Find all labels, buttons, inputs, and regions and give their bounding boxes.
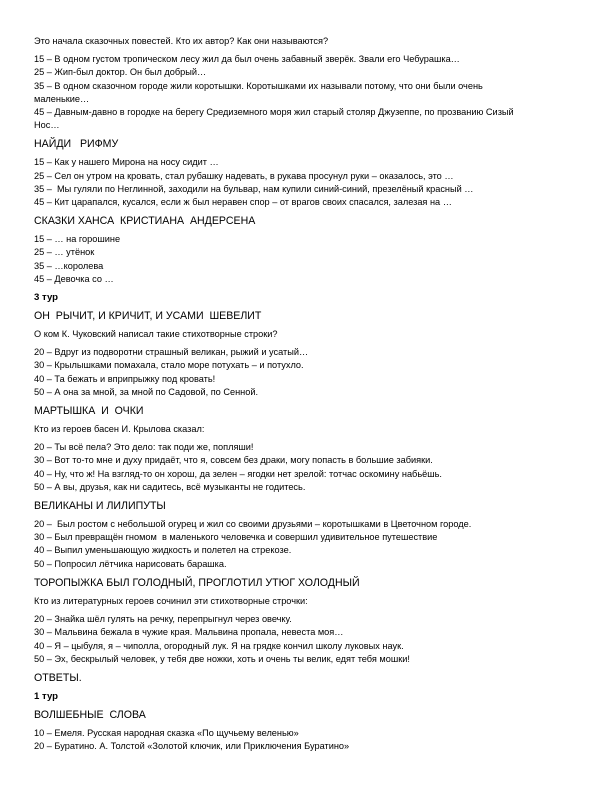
text-line: 30 – Был превращён гномом в маленького человечка и совершил удивительное путешествие [34, 532, 438, 543]
text-line: 35 – В одном сказочном городе жили коротышки. Коротышками их называли потому, что они были очень [34, 80, 483, 91]
text-line: 35 – Мы гуляли по Неглинной, заходили на бульвар, нам купили синий-синий, презелёный красный … [34, 183, 474, 194]
paragraph [34, 35, 594, 48]
text-line: 45 – Давным-давно в городке на берегу Средиземного моря жил старый столяр Джузеппе, по прозванию Сизый [34, 107, 514, 118]
spacer [34, 753, 594, 758]
section-heading: НАЙДИ РИФМУ [34, 138, 119, 151]
heading-block [34, 671, 594, 685]
text-line: 30 – Вот то-то мне и духу придаёт, что я, совсем без драки, могу попасть в большие забияки. [34, 455, 433, 466]
text-line: Нос… [34, 120, 60, 131]
document-page [34, 35, 594, 758]
text-line: 20 – Буратино. А. Толстой «Золотой ключик, или Приключения Буратино» [34, 741, 350, 752]
paragraph [34, 156, 594, 209]
text-line: О ком К. Чуковский написал такие стихотворные строки? [34, 329, 278, 340]
heading-block [34, 576, 594, 590]
round-block [34, 690, 594, 703]
paragraph [34, 346, 594, 399]
text-line: 35 – …королева [34, 260, 104, 271]
text-line: 50 – А вы, друзья, как ни садитесь, всё музыканты не годитесь. [34, 481, 306, 492]
text-line: Кто из героев басен И. Крылова сказал: [34, 424, 205, 435]
text-line: 15 – … на горошине [34, 234, 121, 245]
text-line: 50 – А она за мной, за мной по Садовой, по Сенной. [34, 386, 259, 397]
text-line: 40 – Я – цыбуля, я – чиполла, огородный лук. Я на грядке кончил школу луковых наук. [34, 640, 404, 651]
section-heading: ОН РЫЧИТ, И КРИЧИТ, И УСАМИ ШЕВЕЛИТ [34, 310, 262, 323]
text-line: 50 – Эх, бескрылый человек, у тебя две ножки, хоть и очень ты велик, едят тебя мошки! [34, 653, 410, 664]
text-line: 30 – Мальвина бежала в чужие края. Мальвина пропала, невеста моя… [34, 627, 344, 638]
heading-block [34, 214, 594, 228]
text-line: маленькие… [34, 93, 90, 104]
paragraph [34, 518, 594, 571]
text-line: 25 – … утёнок [34, 247, 95, 258]
heading-block [34, 137, 594, 151]
round-heading: 1 тур [34, 690, 59, 702]
paragraph [34, 53, 594, 132]
paragraph [34, 233, 594, 286]
section-heading: ОТВЕТЫ. [34, 671, 82, 684]
text-line: 20 – Вдруг из подворотни страшный великан, рыжий и усатый… [34, 347, 309, 358]
paragraph [34, 423, 594, 436]
paragraph [34, 727, 594, 753]
text-line: 25 – Сел он утром на кровать, стал рубашку надевать, в рукава просунул руки – оказалось, это … [34, 170, 454, 181]
section-heading: ТОРОПЫЖКА БЫЛ ГОЛОДНЫЙ, ПРОГЛОТИЛ УТЮГ ХОЛОДНЫЙ [34, 576, 360, 589]
heading-block [34, 708, 594, 722]
text-line: 30 – Крылышками помахала, стало море потухать – и потухло. [34, 360, 304, 371]
heading-block [34, 309, 594, 323]
text-line: 40 – Выпил уменьшающую жидкость и полетел на стрекозе. [34, 545, 292, 556]
text-line: 15 – В одном густом тропическом лесу жил да был очень забавный зверёк. Звали его Чебурашка… [34, 54, 460, 65]
paragraph [34, 441, 594, 494]
heading-block [34, 404, 594, 418]
text-line: 40 – Ну, что ж! На взгляд-то он хорош, да зелен – ягодки нет зрелой: тотчас оскомину набьёшь. [34, 468, 442, 479]
text-line: 20 – Ты всё пела? Это дело: так поди же, попляши! [34, 442, 254, 453]
text-line: 40 – Та бежать и вприпрыжку под кровать! [34, 373, 216, 384]
heading-block [34, 499, 594, 513]
text-line: 25 – Жип-был доктор. Он был добрый… [34, 67, 207, 78]
round-block [34, 291, 594, 304]
text-line: 10 – Емеля. Русская народная сказка «По щучьему веленью» [34, 727, 299, 738]
section-heading: МАРТЫШКА И ОЧКИ [34, 405, 144, 418]
paragraph [34, 613, 594, 666]
text-line: Кто из литературных героев сочинил эти стихотворные строчки: [34, 595, 308, 606]
section-heading: ВОЛШЕБНЫЕ СЛОВА [34, 708, 146, 721]
section-heading: СКАЗКИ ХАНСА КРИСТИАНА АНДЕРСЕНА [34, 215, 256, 228]
text-line: 50 – Попросил лётчика нарисовать барашка. [34, 558, 227, 569]
text-line: 45 – Кит царапался, кусался, если ж был неравен спор – от врагов своих спасался, залезая на … [34, 197, 452, 208]
paragraph [34, 328, 594, 341]
round-heading: 3 тур [34, 292, 59, 304]
section-heading: ВЕЛИКАНЫ И ЛИЛИПУТЫ [34, 500, 166, 513]
text-line: 20 – Знайка шёл гулять на речку, перепрыгнул через овечку. [34, 614, 292, 625]
text-line: 15 – Как у нашего Мирона на носу сидит … [34, 157, 219, 168]
paragraph [34, 595, 594, 608]
text-line: 45 – Девочка со … [34, 273, 114, 284]
text-line: Это начала сказочных повестей. Кто их автор? Как они называются? [34, 36, 329, 46]
text-line: 20 – Был ростом с небольшой огурец и жил со своими друзьями – коротышками в Цветочном городе. [34, 519, 472, 530]
